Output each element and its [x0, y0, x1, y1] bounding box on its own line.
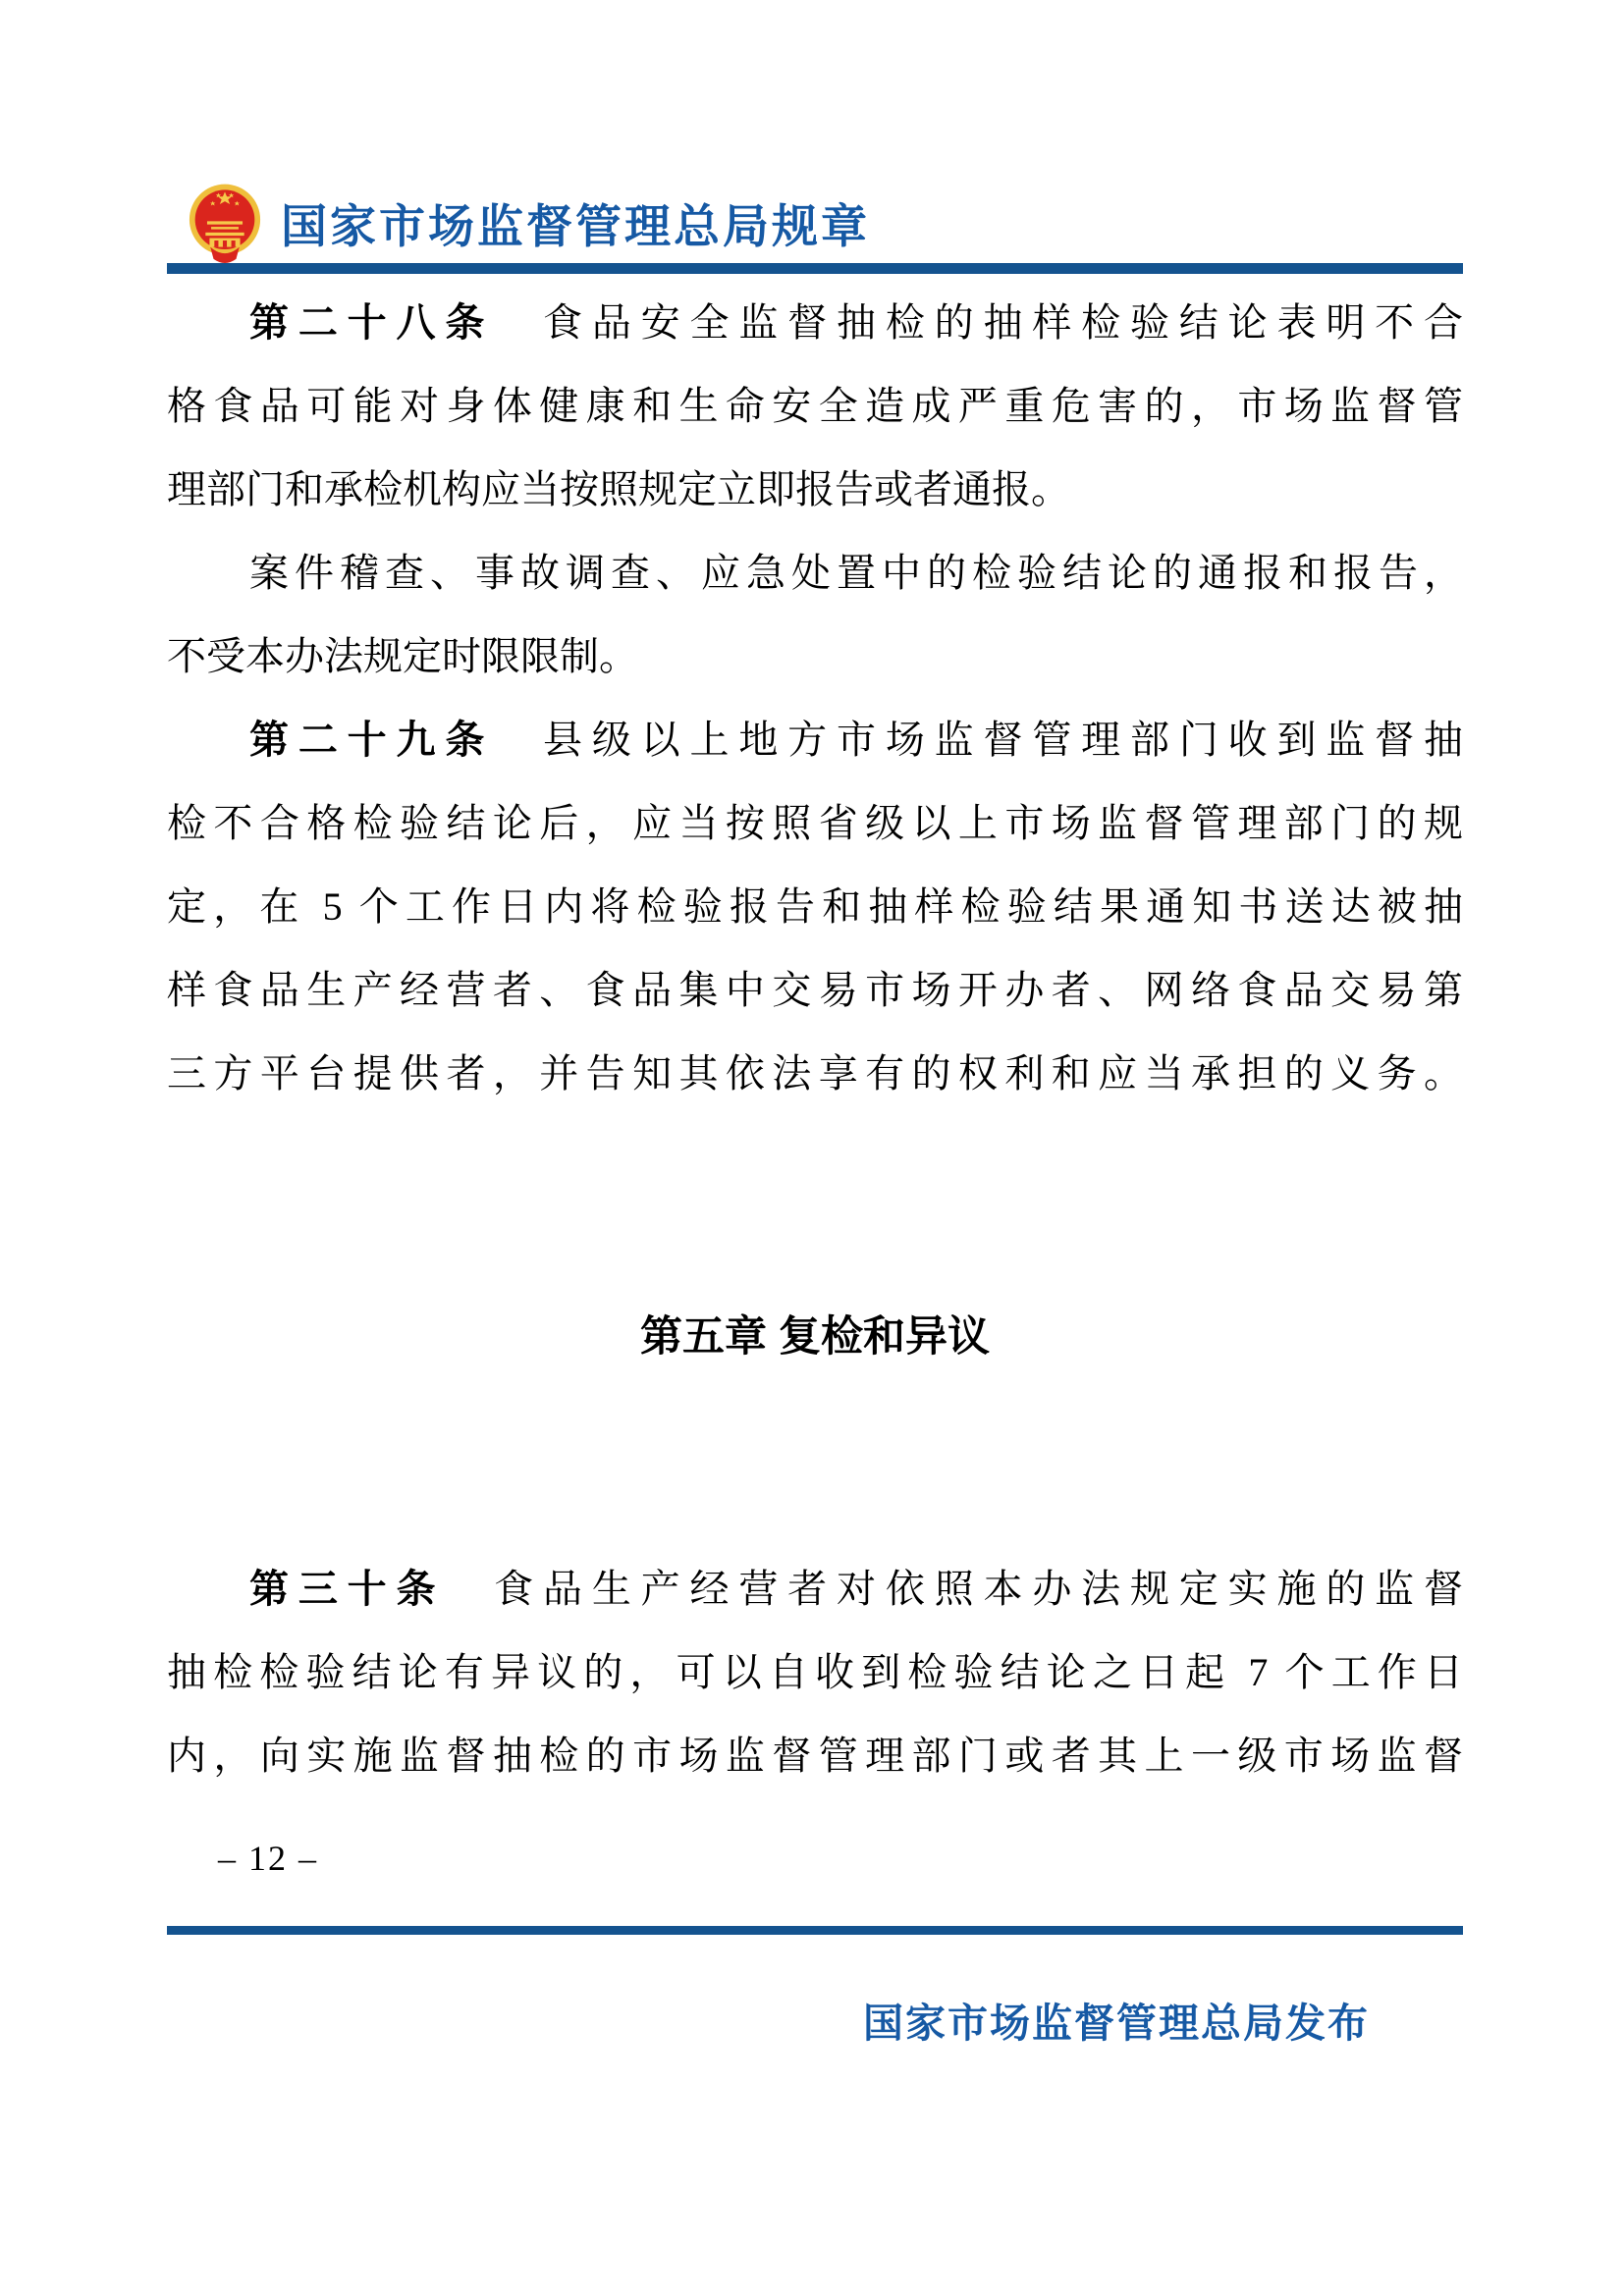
- article-number: 第三十条: [249, 1568, 446, 1611]
- body-line-text: 样食品生产经营者、食品集中交易市场开办者、网络食品交易第: [167, 968, 1463, 1012]
- body-line: [167, 865, 1463, 948]
- body-line-text: 县级以上地方市场监督管理部门收到监督抽: [494, 718, 1464, 762]
- body-line-text: 抽检检验结论有异议的，可以自收到检验结论之日起 7 个工作日: [167, 1650, 1463, 1694]
- body-line-text: 格食品可能对身体健康和生命安全造成严重危害的，市场监督管: [167, 384, 1463, 428]
- body-line: [167, 448, 1463, 531]
- body-line: [167, 1630, 1463, 1714]
- body-line: [167, 281, 1463, 364]
- footer-publisher: 国家市场监督管理总局发布: [863, 2001, 1370, 2046]
- body-line: [167, 531, 1463, 614]
- body-line: [167, 1032, 1463, 1115]
- article-number: 第二十九条: [249, 719, 495, 762]
- body-line: [167, 698, 1463, 781]
- header-rule: [167, 263, 1463, 274]
- body-line: [167, 1547, 1463, 1630]
- body-line-text: 食品安全监督抽检的抽样检验结论表明不合: [494, 300, 1464, 345]
- article-number: 第二十八条: [249, 301, 495, 345]
- body-line-text: 食品生产经营者对依照本办法规定实施的监督: [445, 1567, 1464, 1611]
- chapter-heading: 第五章 复检和异议: [640, 1313, 990, 1361]
- body-line-text: 内，向实施监督抽检的市场监督管理部门或者其上一级市场监督: [167, 1734, 1463, 1778]
- body-line: [167, 364, 1463, 448]
- body-line-text: 检不合格检验结论后，应当按照省级以上市场监督管理部门的规: [167, 801, 1463, 845]
- body-line-text: 理部门和承检机构应当按照规定立即报告或者通报。: [167, 467, 1070, 511]
- body-text: [167, 281, 1463, 1115]
- body-text-article30: [167, 1547, 1463, 1797]
- body-line: [167, 1714, 1463, 1797]
- body-line: [167, 948, 1463, 1032]
- body-line: [167, 614, 1463, 698]
- body-line-text: 案件稽查、事故调查、应急处置中的检验结论的通报和报告，: [249, 551, 1463, 595]
- body-line-text: 定，在 5 个工作日内将检验报告和抽样检验结果通知书送达被抽: [167, 884, 1463, 929]
- body-line: [167, 781, 1463, 865]
- page-number: – 12 –: [218, 1839, 318, 1878]
- page-title: 国家市场监督管理总局规章: [281, 199, 870, 252]
- china-national-emblem-icon: [185, 180, 265, 266]
- footer-rule: [167, 1926, 1463, 1935]
- body-line-text: 不受本办法规定时限限制。: [167, 634, 638, 678]
- body-line-text: 三方平台提供者，并告知其依法享有的权利和应当承担的义务。: [167, 1051, 1463, 1095]
- page-header: [185, 180, 870, 266]
